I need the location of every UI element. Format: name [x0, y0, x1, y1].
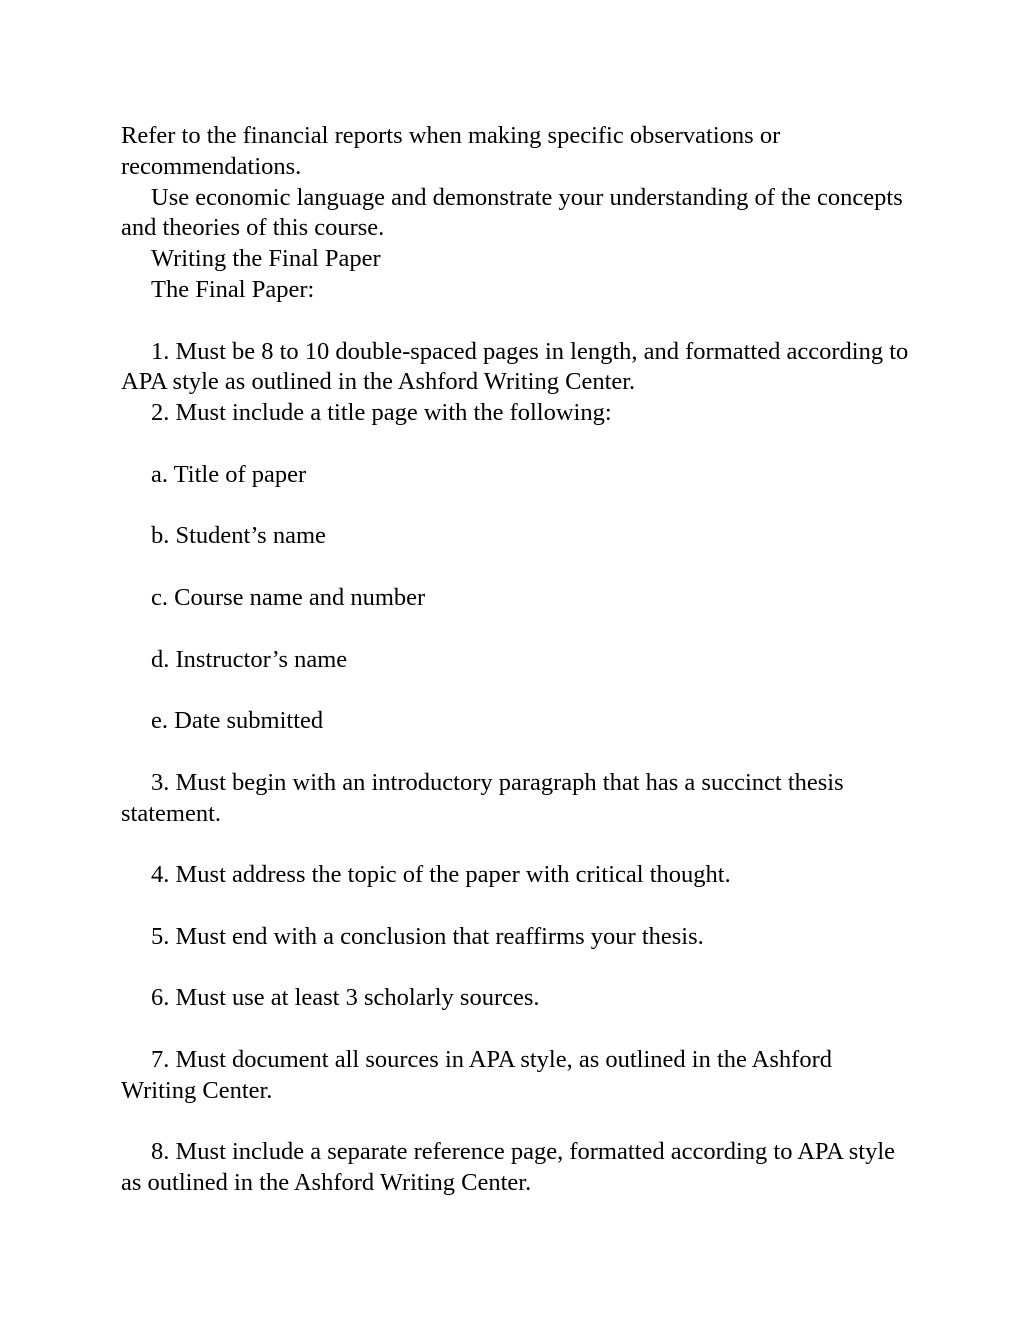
- blank-line: [121, 491, 911, 522]
- requirement-8: 8. Must include a separate reference page, formatted according to APA style as outlined in the Ashford Writing Center.: [121, 1138, 896, 1197]
- blank-line: [121, 953, 911, 984]
- blank-line: [121, 1107, 911, 1138]
- title-page-item-b: b. Student’s name: [151, 522, 326, 550]
- title-page-item-a: a. Title of paper: [151, 460, 307, 488]
- requirement-2: 2. Must include a title page with the following:: [151, 399, 612, 427]
- document-body: [121, 121, 911, 1199]
- blank-line: [121, 675, 911, 706]
- requirement-3: 3. Must begin with an introductory paragraph that has a succinct thesis statement.: [121, 768, 844, 827]
- title-page-item-d: d. Instructor’s name: [151, 645, 348, 673]
- requirement-5: 5. Must end with a conclusion that reaffirms your thesis.: [151, 922, 704, 950]
- blank-line: [121, 614, 911, 645]
- requirement-4: 4. Must address the topic of the paper with critical thought.: [151, 861, 731, 889]
- title-page-item-e: e. Date submitted: [151, 707, 324, 735]
- blank-line: [121, 306, 911, 337]
- blank-line: [121, 552, 911, 583]
- paragraph-economic-language: Use economic language and demonstrate your understanding of the concepts and theories of this course.: [121, 183, 903, 242]
- paragraph-writing-final-paper: Writing the Final Paper: [151, 245, 381, 273]
- title-page-item-c: c. Course name and number: [151, 583, 426, 611]
- requirement-1: 1. Must be 8 to 10 double-spaced pages in length, and formatted according to APA style as outlined in the Ashford Writing Center.: [121, 337, 909, 396]
- requirement-6: 6. Must use at least 3 scholarly sources.: [151, 984, 540, 1012]
- blank-line: [121, 1014, 911, 1045]
- blank-line: [121, 891, 911, 922]
- paragraph-financial-reports: Refer to the financial reports when making specific observations or recommendations.: [121, 122, 781, 180]
- blank-line: [121, 737, 911, 768]
- paragraph-final-paper-heading: The Final Paper:: [151, 275, 315, 303]
- blank-line: [121, 829, 911, 860]
- blank-line: [121, 429, 911, 460]
- requirement-7: 7. Must document all sources in APA style, as outlined in the Ashford Writing Center.: [121, 1045, 832, 1104]
